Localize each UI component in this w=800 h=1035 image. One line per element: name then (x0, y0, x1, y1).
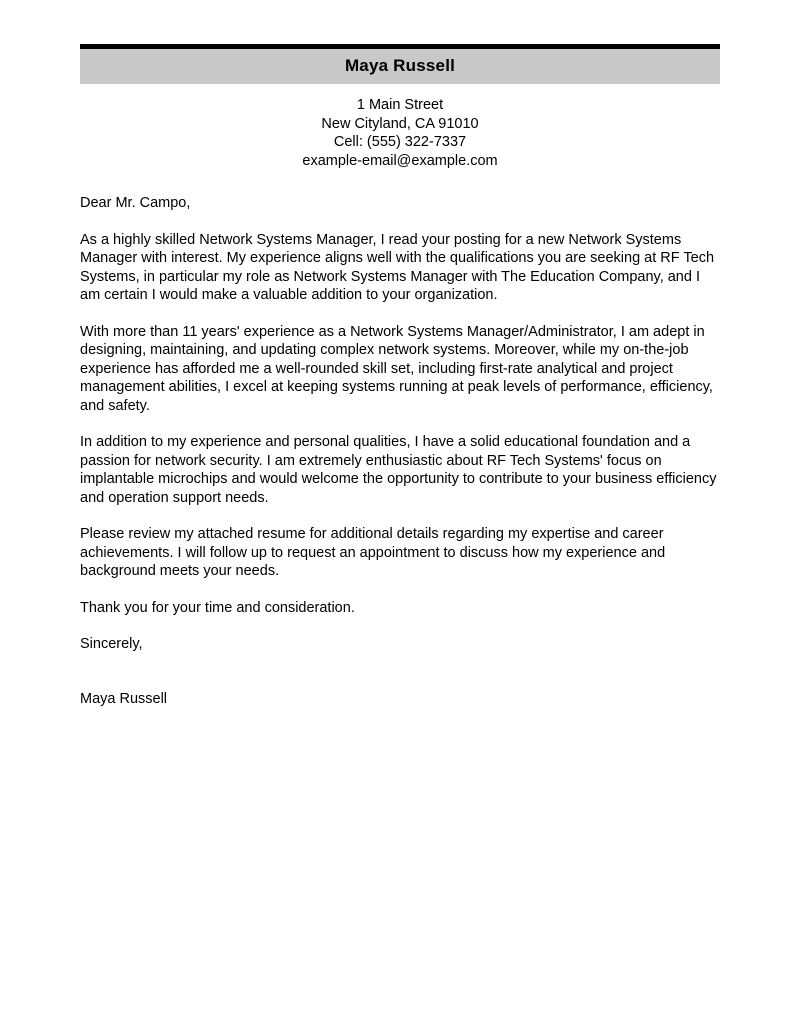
salutation: Dear Mr. Campo, (80, 195, 191, 211)
letter-content (80, 44, 720, 726)
contact-street-address: 1 Main Street (356, 97, 444, 113)
paragraph-followup: Please review my attached resume for additional details regarding my expertise and career achievements. I will follow up to request an appointment to discuss how my experience and background meets your needs. (80, 526, 666, 579)
header-bar (80, 44, 720, 84)
letter-body (80, 194, 720, 708)
paragraph-experience: With more than 11 years' experience as a Network Systems Manager/Administrator, I am adept in designing, maintaining, and updating complex network systems. Moreover, while my on-the-job experience has afforded me a well-rounded skill set, including first-rate analytical and project management abilities, I excel at keeping systems running at peak levels of performance, efficiency, and safety. (80, 323, 713, 414)
contact-email: example-email@example.com (302, 152, 498, 169)
paragraph-education: In addition to my experience and personal qualities, I have a solid educational foundation and a passion for network security. I am extremely enthusiastic about RF Tech Systems' focus on implantable microchips and would welcome the opportunity to contribute to your business efficiency and operation support needs. (80, 434, 717, 506)
closing-thanks: Thank you for your time and consideration. (80, 599, 355, 616)
contact-block (80, 96, 720, 170)
paragraph-intro: As a highly skilled Network Systems Manager, I read your posting for a new Network Systems Manager with interest. My experience aligns well with the qualifications you are seeking at RF Tech Systems, in particular my role as Network Systems Manager with The Education Company, and I am certain I would make a valuable addition to your organization. (80, 231, 715, 303)
applicant-name-heading: Maya Russell (344, 56, 456, 75)
signoff: Sincerely, (80, 636, 143, 652)
signature-name: Maya Russell (80, 690, 168, 707)
contact-phone: Cell: (555) 322-7337 (333, 134, 467, 150)
contact-city-state-zip: New Cityland, CA 91010 (321, 115, 479, 132)
